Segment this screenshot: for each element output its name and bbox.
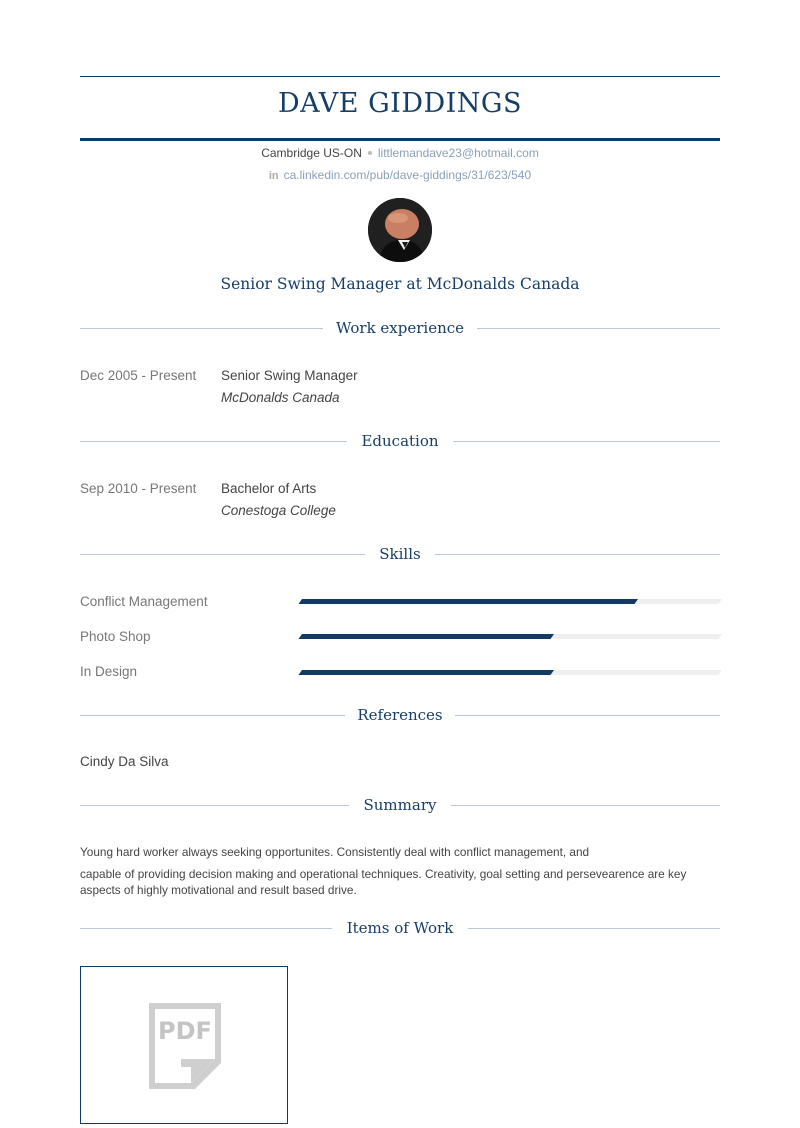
skill-bar-track: [298, 599, 722, 604]
skill-bar-fill: [298, 634, 554, 639]
summary-line: capable of providing decision making and operational techniques. Creativity, goal setting and persevearence are key: [80, 867, 687, 881]
skill-bar-track: [298, 634, 722, 639]
reference-name: Cindy Da Silva: [80, 754, 169, 769]
skill-bar-fill: [298, 670, 554, 675]
linkedin-line: [80, 167, 720, 184]
name-underline: [80, 138, 720, 141]
contact-line: [80, 145, 720, 161]
pdf-label: PDF: [158, 1017, 212, 1045]
avatar: [368, 198, 432, 262]
skill-bar-track: [298, 670, 722, 675]
section-title: Items of Work: [346, 919, 454, 937]
section-title: Skills: [379, 545, 421, 563]
section-education: [80, 430, 720, 452]
education-degree: Bachelor of Arts: [221, 481, 317, 496]
section-references: [80, 704, 720, 726]
avatar-photo: [368, 198, 432, 262]
section-title: Education: [361, 432, 439, 450]
section-items-of-work: [80, 917, 720, 939]
top-rule: [80, 76, 720, 77]
work-role: Senior Swing Manager: [221, 368, 358, 383]
education-date: Sep 2010 - Present: [80, 481, 197, 496]
section-title: Work experience: [335, 319, 465, 337]
section-work-experience: [80, 317, 720, 339]
linkedin-link[interactable]: ca.linkedin.com/pub/dave-giddings/31/623/540: [283, 168, 532, 182]
linkedin-icon: in: [268, 170, 279, 182]
separator-dot-icon: [368, 151, 372, 155]
section-summary: [80, 794, 720, 816]
work-company: McDonalds Canada: [221, 390, 340, 405]
candidate-name: DAVE GIDDINGS: [278, 88, 522, 119]
skill-name: In Design: [80, 664, 138, 679]
section-title: References: [357, 706, 443, 724]
work-item-thumbnail[interactable]: [80, 966, 288, 1124]
location: Cambridge US-ON: [261, 146, 362, 160]
education-school: Conestoga College: [221, 503, 336, 518]
summary-line: aspects of highly motivational and result based drive.: [80, 883, 357, 897]
summary-line: Young hard worker always seeking opportunites. Consistently deal with conflict management, and: [80, 845, 590, 859]
skill-bar-fill: [298, 599, 638, 604]
section-title: Summary: [363, 796, 437, 814]
skill-name: Conflict Management: [80, 594, 208, 609]
email-link[interactable]: littlemandave23@hotmail.com: [377, 146, 539, 160]
section-skills: [80, 543, 720, 565]
headline: Senior Swing Manager at McDonalds Canada: [220, 275, 580, 293]
work-date: Dec 2005 - Present: [80, 368, 197, 383]
pdf-file-icon: [147, 1001, 223, 1091]
skill-name: Photo Shop: [80, 629, 151, 644]
